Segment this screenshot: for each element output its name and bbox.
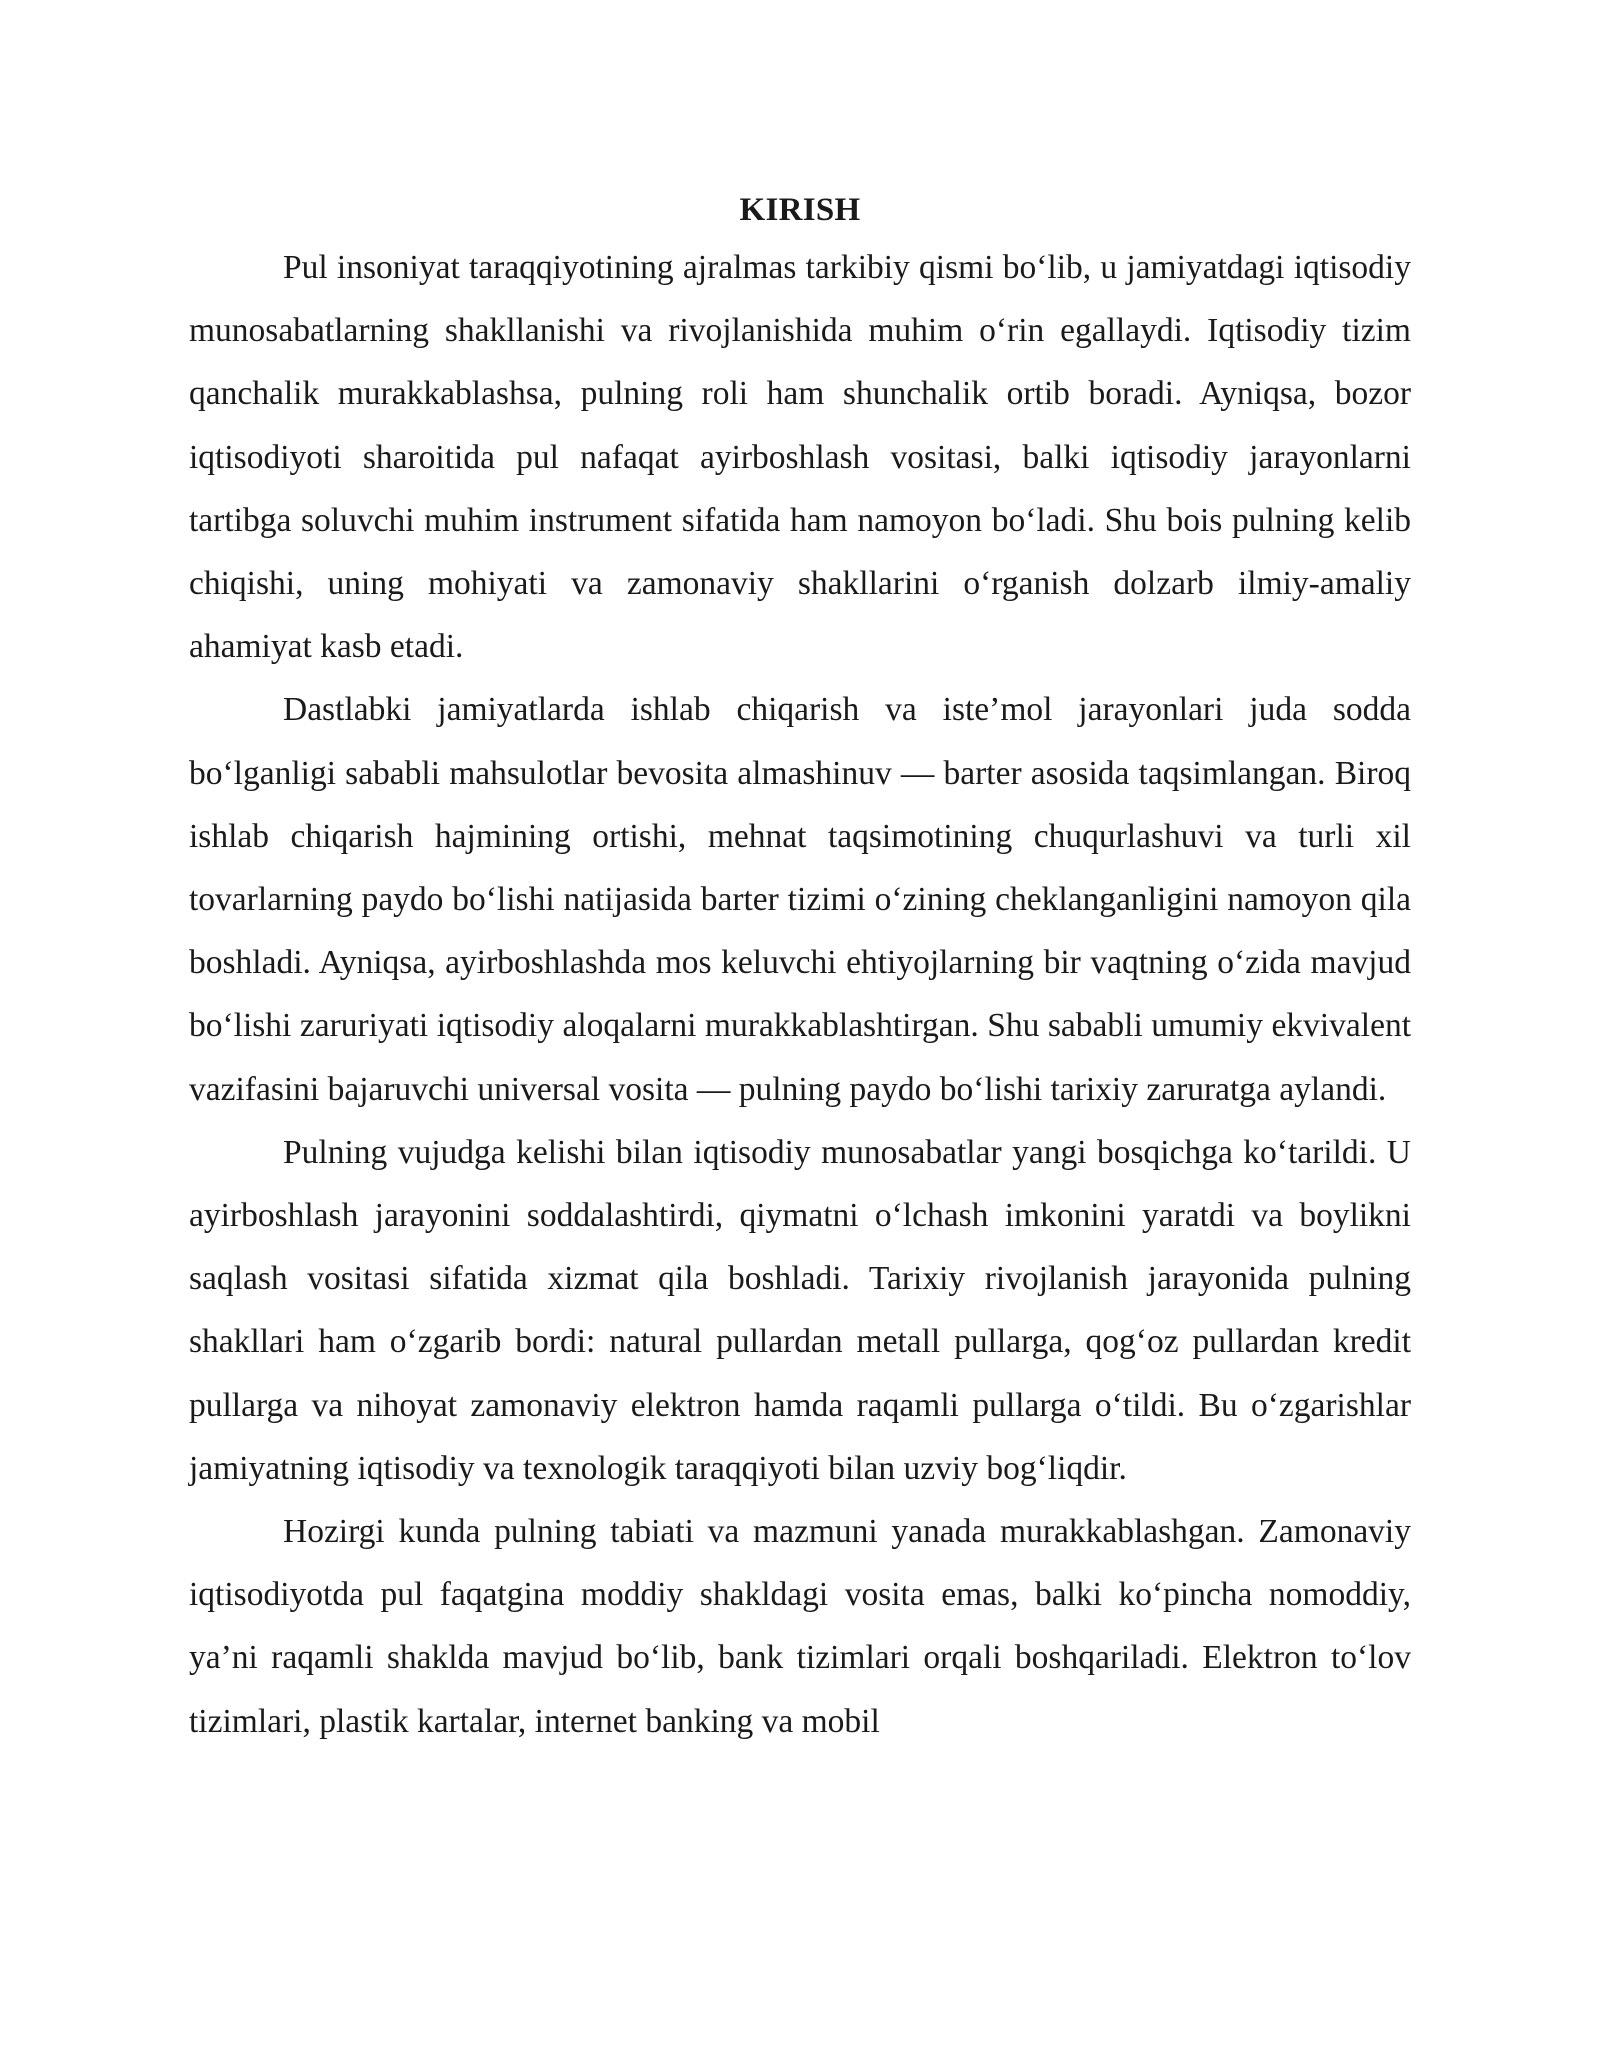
paragraph-3: Pulning vujudga kelishi bilan iqtisodiy munosabatlar yangi bosqichga ko‘tarildi. U ayirboshlash jarayonini soddalashtirdi, qiymatni o‘lchash imkonini yaratdi va boylikni saqlash vositasi sifatida xizmat qila boshladi. Tarixiy rivojlanish jarayonida pulning shakllari ham o‘zgarib bordi: natural pullardan metall pullarga, qog‘oz pullardan kredit pullarga va nihoyat zamonaviy elektron hamda raqamli pullarga o‘tildi. Bu o‘zgarishlar jamiyatning iqtisodiy va texnologik taraqqiyoti bilan uzviy bog‘liqdir.: [189, 1133, 1411, 1487]
paragraph-1: Pul insoniyat taraqqiyotining ajralmas tarkibiy qismi bo‘lib, u jamiyatdagi iqtisodiy munosabatlarning shakllanishi va rivojlanishida muhim o‘rin egallaydi. Iqtisodiy tizim qanchalik murakkablashsa, pulning roli ham shunchalik ortib boradi. Ayniqsa, bozor iqtisodiyoti sharoitida pul nafaqat ayirboshlash vositasi, balki iqtisodiy jarayonlarni tartibga soluvchi muhim instrument sifatida ham namoyon bo‘ladi. Shu bois pulning kelib chiqishi, uning mohiyati va zamonaviy shakllarini o‘rganish dolzarb ilmiy-amaliy ahamiyat kasb etadi.: [189, 249, 1411, 666]
paragraph-4: Hozirgi kunda pulning tabiati va mazmuni yanada murakkablashgan. Zamonaviy iqtisodiyotda pul faqatgina moddiy shakldagi vosita emas, balki ko‘pincha nomoddiy, ya’ni raqamli shaklda mavjud bo‘lib, bank tizimlari orqali boshqariladi. Elektron to‘lov tizimlari, plastik kartalar, internet banking va mobil: [189, 1513, 1411, 1740]
section-title: KIRISH: [739, 192, 861, 228]
document-body: [189, 188, 1411, 1753]
paragraph-2: Dastlabki jamiyatlarda ishlab chiqarish va iste’mol jarayonlari juda sodda bo‘lganligi sababli mahsulotlar bevosita almashinuv — barter asosida taqsimlangan. Biroq ishlab chiqarish hajmining ortishi, mehnat taqsimotining chuqurlashuvi va turli xil tovarlarning paydo bo‘lishi natijasida barter tizimi o‘zining cheklanganligini namoyon qila boshladi. Ayniqsa, ayirboshlashda mos keluvchi ehtiyojlarning bir vaqtning o‘zida mavjud bo‘lishi zaruriyati iqtisodiy aloqalarni murakkablashtirgan. Shu sababli umumiy ekvivalent vazifasini bajaruvchi universal vosita — pulning paydo bo‘lishi tarixiy zaruratga aylandi.: [189, 691, 1411, 1108]
